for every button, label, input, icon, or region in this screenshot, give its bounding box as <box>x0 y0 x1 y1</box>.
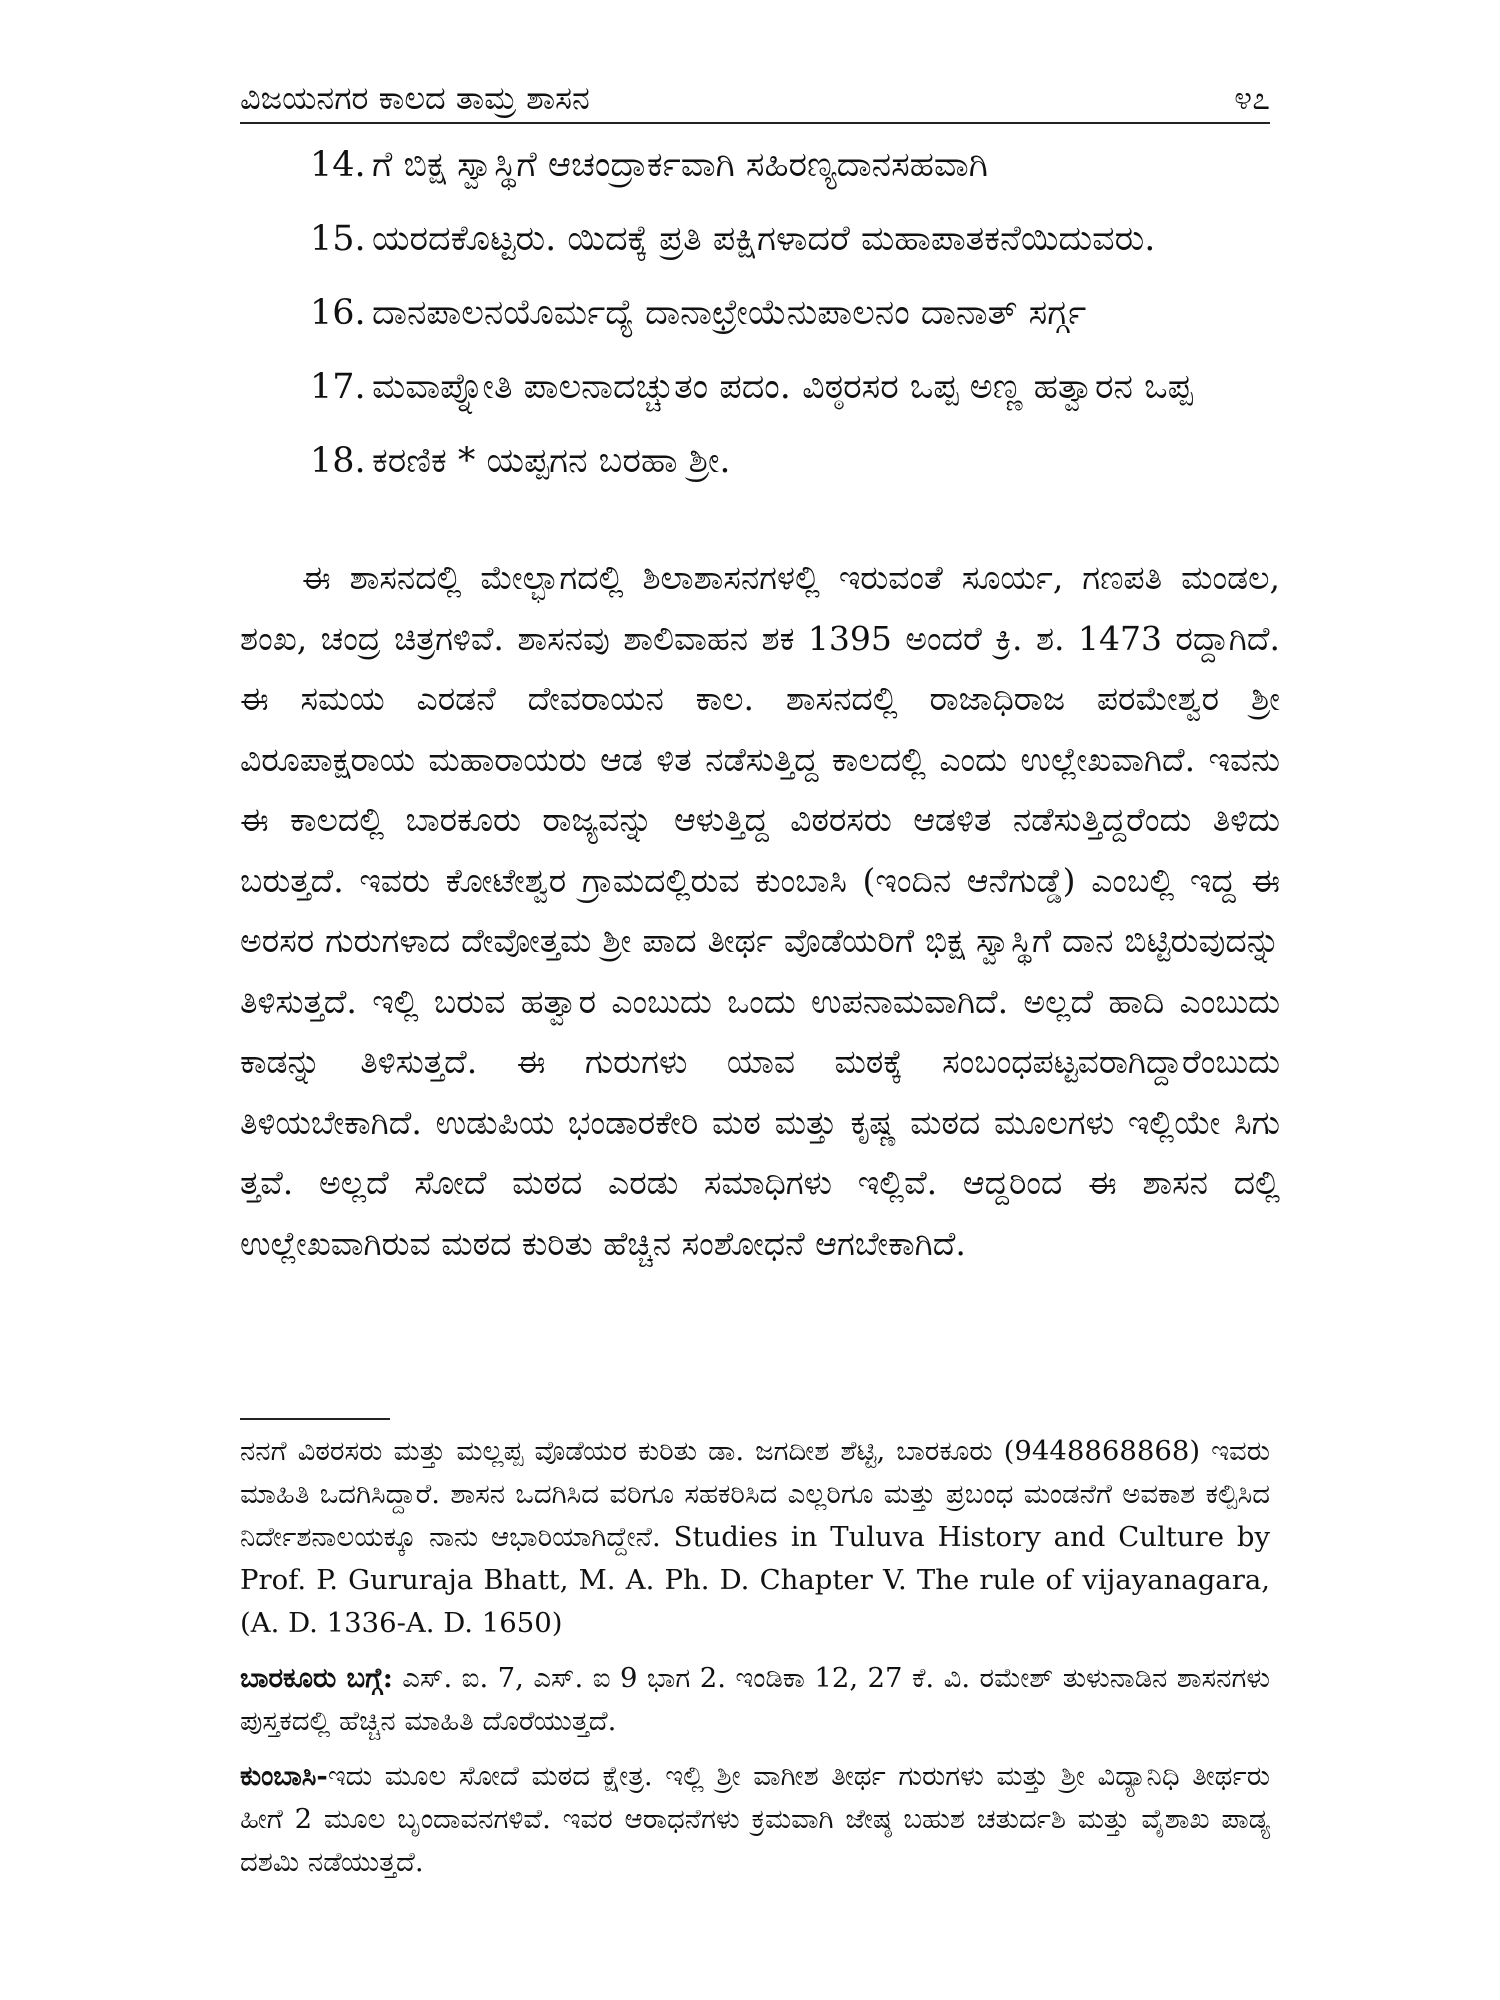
line-number: 16. <box>310 293 366 333</box>
footnote-divider <box>240 1418 390 1420</box>
line-number: 14. <box>310 145 366 185</box>
inscription-line <box>310 214 1290 264</box>
line-text: ದಾನಪಾಲನಯೊರ್ಮದ್ಯೆ ದಾನಾಛ್ರೇಯೆನುಪಾಲನಂ ದಾನಾತ್ ಸರ್ಗ್ಗ <box>372 293 1087 333</box>
page-number: ೪೭ <box>1234 79 1270 117</box>
line-text: ಗೆ ಬಿಕ್ಷ ಸ್ವಾಸ್ಥಿಗೆ ಆಚಂದ್ರಾರ್ಕವಾಗಿ ಸಹಿರಣ್ಯದಾನಸಹವಾಗಿ <box>372 145 988 185</box>
footnote-text: ಎಸ್. ಐ. 7, ಎಸ್. ಐ 9 ಭಾಗ 2. ಇಂಡಿಕಾ 12, 27 ಕೆ. ವಿ. ರಮೇಶ್ ತುಳುನಾಡಿನ ಶಾಸನಗಳು ಪುಸ್ತಕದಲ್ಲಿ ಹೆಚ್ಚಿನ ಮಾಹಿತಿ ದೊರೆಯುತ್ತದೆ. <box>240 1662 1270 1737</box>
footnote-lead: ಬಾರಕೂರು ಬಗ್ಗೆ: <box>240 1662 393 1694</box>
footnote <box>240 1657 1270 1743</box>
footnote-text: ಇದು ಮೂಲ ಸೋದೆ ಮಠದ ಕ್ಷೇತ್ರ. ಇಲ್ಲಿ ಶ್ರೀ ವಾಗೀಶ ತೀರ್ಥ ಗುರುಗಳು ಮತ್ತು ಶ್ರೀ ವಿದ್ಯಾನಿಧಿ ತೀರ್ಥರು ಹೀಗೆ 2 ಮೂಲ ಬೃಂದಾವನಗಳಿವೆ. ಇವರ ಆರಾಧನೆಗಳು ಕ್ರಮವಾಗಿ ಜೇಷ್ಠ ಬಹುಶ ಚತುರ್ದಶಿ ಮತ್ತು ವೈಶಾಖ ಪಾಡ್ಯ ದಶಮಿ ನಡೆಯುತ್ತದೆ. <box>240 1760 1270 1878</box>
inscription-line <box>310 288 1290 338</box>
running-title: ವಿಜಯನಗರ ಕಾಲದ ತಾಮ್ರ ಶಾಸನ <box>240 79 590 117</box>
footnote-lead: ಕುಂಬಾಸಿ- <box>240 1760 328 1792</box>
footnote <box>240 1430 1270 1645</box>
inscription-line <box>310 436 1290 486</box>
footnote-text: ನನಗೆ ವಿಠರಸರು ಮತ್ತು ಮಲ್ಲಪ್ಪ ವೊಡೆಯರ ಕುರಿತು ಡಾ. ಜಗದೀಶ ಶೆಟ್ಟಿ, ಬಾರಕೂರು (9448868868) ಇವರು ಮಾಹಿತಿ ಒದಗಿಸಿದ್ದಾರೆ. ಶಾಸನ ಒದಗಿಸಿದ ವರಿಗೂ ಸಹಕರಿಸಿದ ಎಲ್ಲರಿಗೂ ಮತ್ತು ಪ್ರಬಂಧ ಮಂಡನೆಗೆ ಅವಕಾಶ ಕಲ್ಪಿಸಿದ ನಿರ್ದೇಶನಾಲಯಕ್ಕೂ ನಾನು ಆಭಾರಿಯಾಗಿದ್ದೇನೆ. Studies in Tuluva History and Culture by Prof. P. Gururaja Bhatt, M. A. Ph. D. Chapter V. The rule of vijayanagara, (A. D. 1336-A. D. 1650) <box>240 1435 1270 1639</box>
line-text: ಕರಣಿಕ * ಯಪ್ಪಗನ ಬರಹಾ ಶ್ರೀ. <box>372 441 731 481</box>
inscription-lines <box>310 140 1290 510</box>
running-head <box>240 72 1270 124</box>
inscription-line <box>310 140 1290 190</box>
footnote <box>240 1755 1270 1884</box>
footnotes <box>240 1430 1270 1896</box>
body-paragraph: ಈ ಶಾಸನದಲ್ಲಿ ಮೇಲ್ಭಾಗದಲ್ಲಿ ಶಿಲಾಶಾಸನಗಳಲ್ಲಿ ಇರುವಂತೆ ಸೂರ್ಯ, ಗಣಪತಿ ಮಂಡಲ, ಶಂಖ, ಚಂದ್ರ ಚಿತ್ರಗಳಿವೆ. ಶಾಸನವು ಶಾಲಿವಾಹನ ಶಕ 1395 ಅಂದರೆ ಕ್ರಿ. ಶ. 1473 ರದ್ದಾಗಿದೆ. ಈ ಸಮಯ ಎರಡನೆ ದೇವರಾಯನ ಕಾಲ. ಶಾಸನದಲ್ಲಿ ರಾಜಾಧಿರಾಜ ಪರಮೇಶ್ವರ ಶ್ರೀ ವಿರೂಪಾಕ್ಷರಾಯ ಮಹಾರಾಯರು ಆಡ ಳಿತ ನಡೆಸುತ್ತಿದ್ದ ಕಾಲದಲ್ಲಿ ಎಂದು ಉಲ್ಲೇಖವಾಗಿದೆ. ಇವನು ಈ ಕಾಲದಲ್ಲಿ ಬಾರಕೂರು ರಾಜ್ಯವನ್ನು ಆಳುತ್ತಿದ್ದ ವಿಠರಸರು ಆಡಳಿತ ನಡೆಸುತ್ತಿದ್ದರೆಂದು ತಿಳಿದು ಬರುತ್ತದೆ. ಇವರು ಕೋಟೇಶ್ವರ ಗ್ರಾಮದಲ್ಲಿರುವ ಕುಂಬಾಸಿ (ಇಂದಿನ ಆನೆಗುಡ್ಡೆ) ಎಂಬಲ್ಲಿ ಇದ್ದ ಈ ಅರಸರ ಗುರುಗಳಾದ ದೇವೋತ್ತಮ ಶ್ರೀ ಪಾದ ತೀರ್ಥ ವೊಡೆಯರಿಗೆ ಭಿಕ್ಷ ಸ್ವಾಸ್ಥಿಗೆ ದಾನ ಬಿಟ್ಟಿರುವುದನ್ನು ತಿಳಿಸುತ್ತದೆ. ಇಲ್ಲಿ ಬರುವ ಹತ್ವಾರ ಎಂಬುದು ಒಂದು ಉಪನಾಮವಾಗಿದೆ. ಅಲ್ಲದೆ ಹಾದಿ ಎಂಬುದು ಕಾಡನ್ನು ತಿಳಿಸುತ್ತದೆ. ಈ ಗುರುಗಳು ಯಾವ ಮಠಕ್ಕೆ ಸಂಬಂಧಪಟ್ಟವರಾಗಿದ್ದಾರೆಂಬುದು ತಿಳಿಯಬೇಕಾಗಿದೆ. ಉಡುಪಿಯ ಭಂಡಾರಕೇರಿ ಮಠ ಮತ್ತು ಕೃಷ್ಣ ಮಠದ ಮೂಲಗಳು ಇಲ್ಲಿಯೇ ಸಿಗು ತ್ತವೆ. ಅಲ್ಲದೆ ಸೋದೆ ಮಠದ ಎರಡು ಸಮಾಧಿಗಳು ಇಲ್ಲಿವೆ. ಆದ್ದರಿಂದ ಈ ಶಾಸನ ದಲ್ಲಿ ಉಲ್ಲೇಖವಾಗಿರುವ ಮಠದ ಕುರಿತು ಹೆಚ್ಚಿನ ಸಂಶೋಧನೆ ಆಗಬೇಕಾಗಿದೆ. <box>240 558 1280 1263</box>
line-number: 18. <box>310 441 366 481</box>
line-text: ಮವಾಪ್ನೋತಿ ಪಾಲನಾದಚ್ಚುತಂ ಪದಂ. ವಿಠ್ಠರಸರ ಒಪ್ಪ ಅಣ್ಣ ಹತ್ವಾರನ ಒಪ್ಪ <box>372 367 1193 407</box>
inscription-line <box>310 362 1290 412</box>
line-text: ಯರದಕೊಟ್ಟರು. ಯಿದಕ್ಕೆ ಪ್ರತಿ ಪಕ್ಷಿಗಳಾದರೆ ಮಹಾಪಾತಕನೆಯಿದುವರು. <box>372 219 1156 259</box>
line-number: 15. <box>310 219 366 259</box>
line-number: 17. <box>310 367 366 407</box>
